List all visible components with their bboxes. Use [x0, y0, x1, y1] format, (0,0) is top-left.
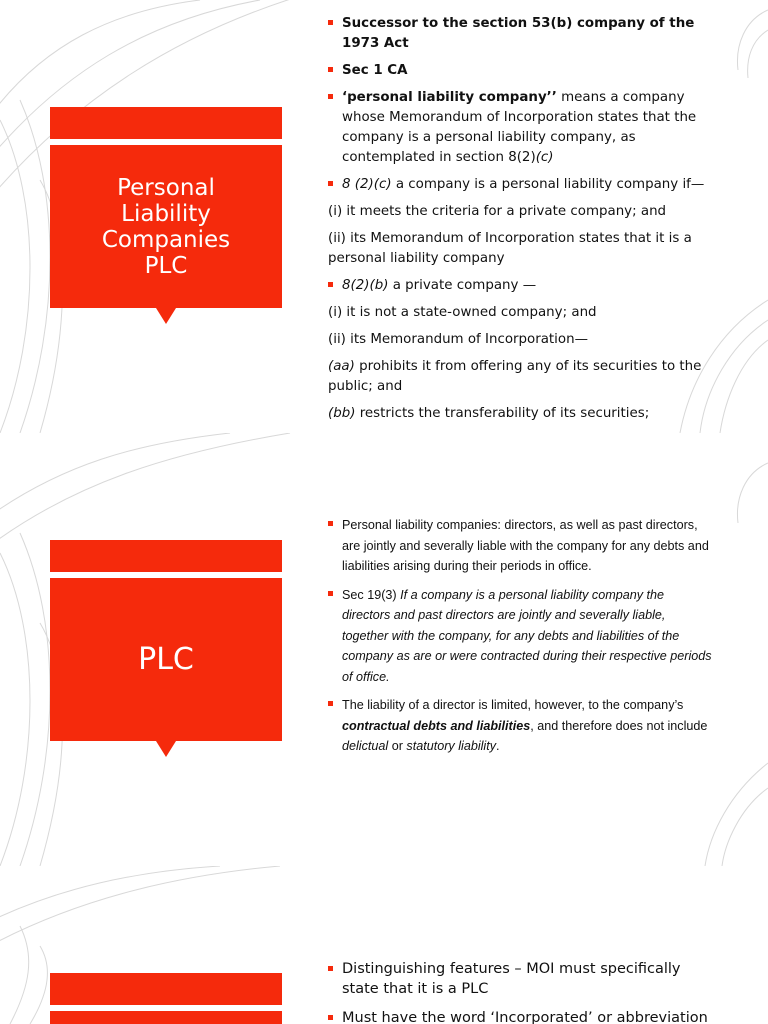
text-run: means a company whose Memorandum of Incorporation states that the company is a personal liability company, as contemplated in section 8(2) [342, 90, 697, 165]
text-run: Must have the word ‘Incorporated’ or abbreviation [342, 1010, 708, 1024]
text-run: Sec 1 CA [342, 63, 408, 78]
bullet-item [328, 14, 713, 54]
slide-1-content [328, 14, 713, 431]
slide-2-title-bar [50, 540, 282, 572]
text-run: Successor to the section 53(b) company of the 1973 Act [342, 16, 695, 51]
text-run: The liability of a director is limited, however, to the company’s [342, 698, 684, 712]
text-run: (aa) [328, 359, 355, 374]
text-run: Personal liability companies: directors, as well as past directors, are jointly and severally liable with the company for any debts and liabilities arising during their periods in office. [342, 518, 709, 573]
bullet-item [328, 175, 713, 195]
bullet-item [328, 88, 713, 168]
text-run: a company is a personal liability company if— [391, 177, 705, 192]
text-run: 8(2)(b) [342, 278, 389, 293]
text-run: statutory liability [406, 739, 497, 753]
text-paragraph [328, 357, 713, 397]
bullet-item [328, 585, 713, 688]
text-paragraph [328, 404, 713, 424]
text-run: 8 (2)(c) [342, 177, 392, 192]
text-run: prohibits it from offering any of its securities to the public; and [328, 359, 702, 394]
bullet-item [328, 1008, 713, 1024]
text-run: contractual debts and liabilities [342, 718, 531, 733]
text-run: (i) it meets the criteria for a private company; and [328, 204, 667, 219]
bullet-item [328, 61, 713, 81]
slide-2-title-box [50, 578, 282, 741]
slide-3-title-bar [50, 973, 282, 1005]
slide-1-title-pointer [156, 308, 176, 324]
slide-2-bullets [328, 515, 713, 757]
text-run: or [388, 739, 407, 753]
slide-1-title-box [50, 145, 282, 308]
text-run: Distinguishing features – MOI must specifically state that it is a PLC [342, 961, 681, 997]
slide-1-title-bar [50, 107, 282, 139]
slide-1-title: Personal Liability Companies PLC [101, 174, 231, 279]
text-run: ‘personal liability company’’ [342, 90, 557, 105]
text-run: (ii) its Memorandum of Incorporation— [328, 332, 588, 347]
text-run: . [496, 739, 500, 753]
text-run: If a company is a personal liability company the directors and past directors are jointly and severally liable, together with the company, for any debts and liabilities of the company as are or were contracted during their respective periods of office. [342, 587, 712, 684]
text-run: (c) [535, 150, 554, 165]
text-run: restricts the transferability of its securities; [355, 406, 650, 421]
text-paragraph [328, 303, 713, 323]
slide-2-title: PLC [138, 641, 194, 677]
bullet-item [328, 959, 713, 999]
slide-2 [0, 433, 768, 866]
text-paragraph [328, 202, 713, 222]
slide-2-content [328, 515, 713, 765]
text-paragraph [328, 330, 713, 350]
bullet-item [328, 276, 713, 296]
text-run: delictual [342, 739, 389, 753]
slide-2-title-pointer [156, 741, 176, 757]
slide-1-bullets [328, 14, 713, 424]
slide-3-content [328, 959, 713, 1024]
slide-1 [0, 0, 768, 433]
bullet-item [328, 515, 713, 577]
slide-3-title-box [50, 1011, 282, 1024]
slide-3 [0, 866, 768, 1024]
text-run: (i) it is not a state-owned company; and [328, 305, 597, 320]
text-run: , and therefore does not include [530, 718, 708, 733]
text-run: (bb) [328, 406, 356, 421]
text-paragraph [328, 229, 713, 269]
text-run: (ii) its Memorandum of Incorporation states that it is a personal liability company [328, 231, 692, 266]
slide-3-bullets [328, 959, 713, 1024]
bullet-item [328, 695, 713, 757]
text-run: Sec 19(3) [342, 587, 401, 602]
text-run: a private company — [388, 278, 537, 293]
